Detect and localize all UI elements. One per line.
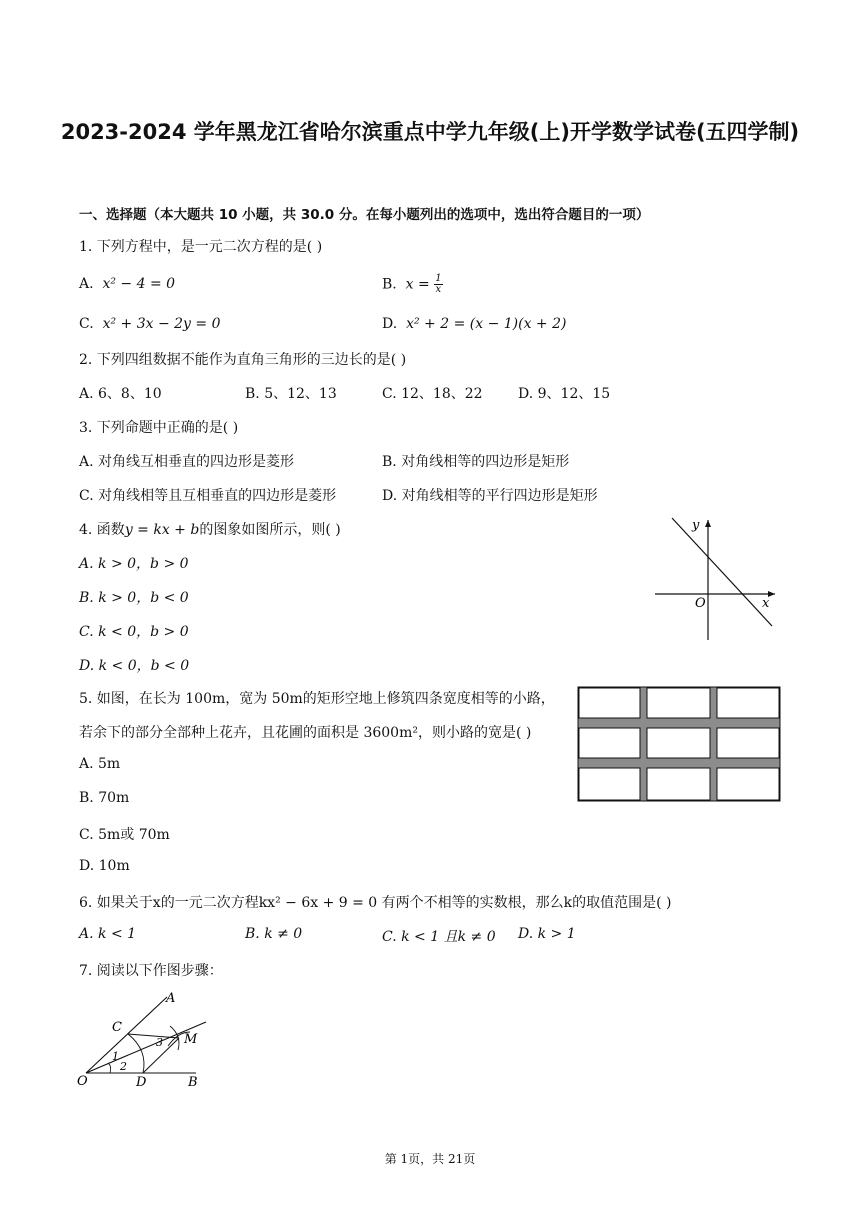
q2-option-d: D. 9、12、15 <box>518 386 611 402</box>
flower-bed <box>647 728 710 758</box>
fraction: $\frac{1}{x}$ <box>435 273 442 295</box>
q6-option-a: A. k < 1 <box>79 926 137 942</box>
q1-option-a: A. x² − 4 = 0 <box>79 276 176 292</box>
q2-option-a: A. 6、8、10 <box>79 386 162 402</box>
q5-option-b: B. 70m <box>79 790 130 806</box>
flower-bed <box>717 728 779 758</box>
q5-stem-line2: 若余下的部分全部种上花卉，且花圃的面积是 3600m²，则小路的宽是( ) <box>79 725 532 741</box>
q2-stem: 2. 下列四组数据不能作为直角三角形的三边长的是( ) <box>79 352 407 368</box>
q4-stem: 4. 函数y = kx + b的图象如图所示，则( ) <box>79 522 341 538</box>
q1-option-c: C. x² + 3x − 2y = 0 <box>79 316 221 332</box>
q1-option-b: B. x = $\frac{1}{x}$ <box>382 273 442 295</box>
q3-option-c: C. 对角线相等且互相垂直的四边形是菱形 <box>79 488 337 504</box>
q6-stem: 6. 如果关于x的一元二次方程kx² − 6x + 9 = 0 有两个不相等的实数根，那么k的取值范围是( ) <box>79 895 672 911</box>
q7-angle-bisector-figure <box>74 988 214 1088</box>
q1-option-d: D. x² + 2 = (x − 1)(x + 2) <box>382 316 567 332</box>
page-footer: 第 1页，共 21页 <box>384 1152 476 1166</box>
y-axis-arrow <box>705 520 711 527</box>
label-3: 3 <box>156 1036 163 1049</box>
q3-option-b: B. 对角线相等的四边形是矩形 <box>382 454 570 470</box>
q4-linear-function-graph <box>650 515 780 645</box>
label-o: O <box>77 1074 88 1088</box>
q5-option-c: C. 5m或 70m <box>79 827 170 843</box>
q3-option-d: D. 对角线相等的平行四边形是矩形 <box>382 488 598 504</box>
q1-stem: 1. 下列方程中，是一元二次方程的是( ) <box>79 239 323 255</box>
exam-title: 2023-2024 学年黑龙江省哈尔滨重点中学九年级(上)开学数学试卷(五四学制) <box>60 120 800 144</box>
flower-bed <box>579 728 640 758</box>
flower-bed <box>647 688 710 718</box>
flower-bed <box>717 768 779 800</box>
flower-bed <box>579 768 640 800</box>
flower-bed <box>647 768 710 800</box>
label-a: A <box>166 991 176 1006</box>
label-m: M <box>184 1032 198 1047</box>
label-c: C <box>112 1020 122 1035</box>
q5-option-d: D. 10m <box>79 858 130 874</box>
q4-option-c: C. k < 0，b > 0 <box>79 624 189 640</box>
q4-option-b: B. k > 0，b < 0 <box>79 590 189 606</box>
arc-cd <box>128 1034 144 1073</box>
x-axis-label: x <box>762 596 770 611</box>
q5-option-a: A. 5m <box>79 756 121 772</box>
y-axis-label: y <box>692 518 700 533</box>
q2-option-c: C. 12、18、22 <box>382 386 483 402</box>
q6-option-c: C. k < 1 且k ≠ 0 <box>382 929 496 945</box>
label-d: D <box>136 1075 147 1088</box>
q6-option-d: D. k > 1 <box>518 926 576 942</box>
segment-cm <box>128 1034 179 1038</box>
label-2: 2 <box>120 1060 127 1073</box>
q4-option-a: A. k > 0，b > 0 <box>79 556 189 572</box>
section-heading: 一、选择题（本大题共 10 小题，共 30.0 分。在每小题列出的选项中，选出符合题目的一项） <box>79 207 650 223</box>
flower-bed <box>717 688 779 718</box>
q3-stem: 3. 下列命题中正确的是( ) <box>79 420 239 436</box>
origin-label: O <box>695 596 706 611</box>
q2-option-b: B. 5、12、13 <box>245 386 337 402</box>
q6-option-b: B. k ≠ 0 <box>245 926 303 942</box>
q7-stem: 7. 阅读以下作图步骤： <box>79 963 223 979</box>
q5-garden-paths-figure <box>577 686 781 802</box>
flower-bed <box>579 688 640 718</box>
q4-option-d: D. k < 0，b < 0 <box>79 658 190 674</box>
label-1: 1 <box>112 1050 119 1063</box>
function-line <box>672 518 772 626</box>
label-b: B <box>188 1075 198 1088</box>
q5-stem-line1: 5. 如图，在长为 100m，宽为 50m的矩形空地上修筑四条宽度相等的小路， <box>79 691 555 707</box>
angle-mark-1 <box>108 1063 111 1073</box>
q3-option-a: A. 对角线互相垂直的四边形是菱形 <box>79 454 295 470</box>
ray-om <box>86 1022 206 1073</box>
